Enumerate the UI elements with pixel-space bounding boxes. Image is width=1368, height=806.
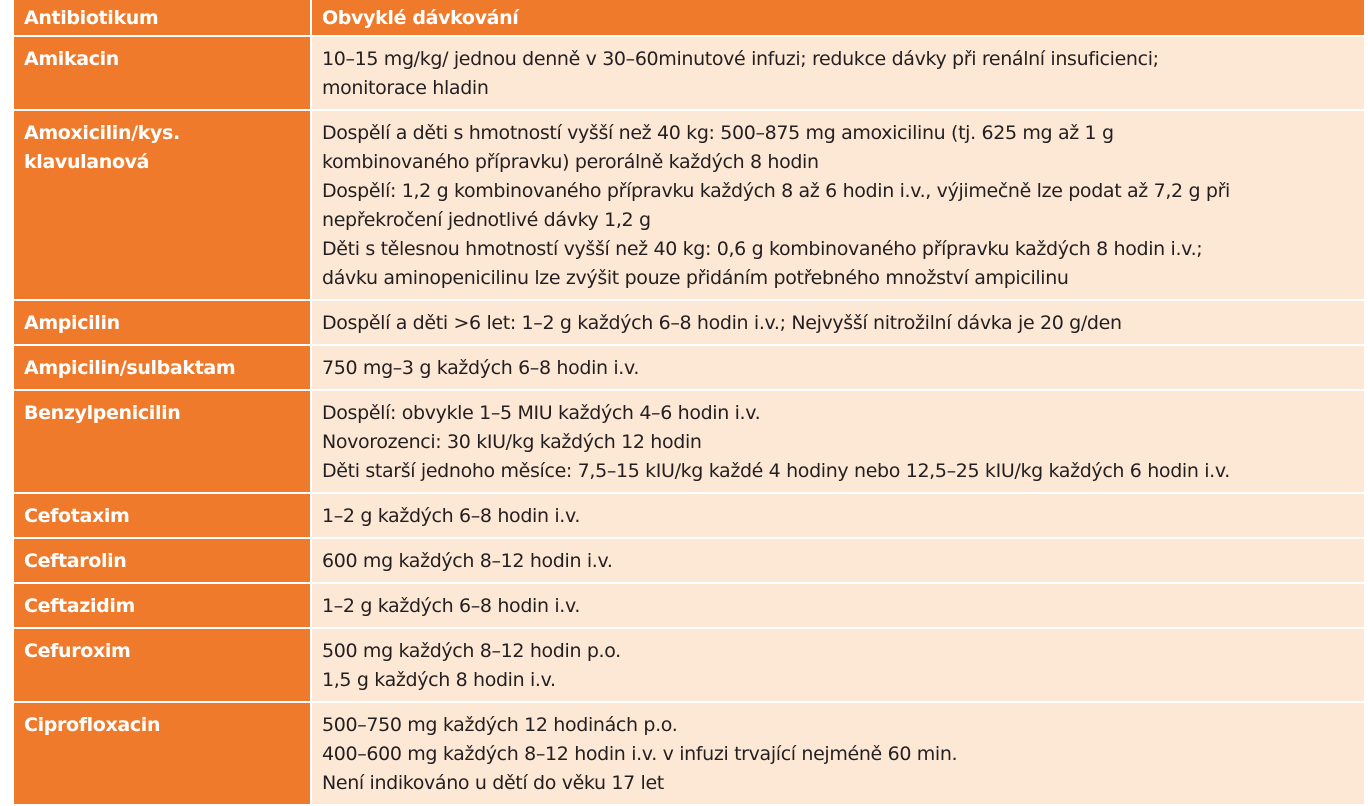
antibiotic-dosing-table	[14, 0, 1364, 806]
dosing-line: 1–2 g každých 6–8 hodin i.v.	[322, 505, 581, 527]
table-row	[14, 110, 1364, 300]
table-row	[14, 628, 1364, 702]
dosing-line: Dospělí: obvykle 1–5 MIU každých 4–6 hodin i.v.	[322, 402, 761, 424]
dosing-line: Dospělí a děti >6 let: 1–2 g každých 6–8 hodin i.v.; Nejvyšší nitrožilní dávka je 20 g/den	[322, 312, 1122, 334]
table-header	[14, 0, 1364, 36]
header-antibiotic: Antibiotikum	[14, 0, 311, 36]
table-body	[14, 36, 1364, 805]
table-row	[14, 583, 1364, 628]
dosing-line: nepřekročení jednotlivé dávky 1,2 g	[322, 209, 651, 231]
antibiotic-name: Benzylpenicilin	[14, 390, 311, 493]
dosing-line: Dospělí a děti s hmotností vyšší než 40 kg: 500–875 mg amoxicilinu (tj. 625 mg až 1 g	[322, 122, 1114, 144]
antibiotic-name: Ampicilin/sulbaktam	[14, 345, 311, 390]
dosing-line: Dospělí: 1,2 g kombinovaného přípravku každých 8 až 6 hodin i.v., výjimečně lze podat až 7,2 g při	[322, 180, 1230, 202]
antibiotic-name: Amikacin	[14, 36, 311, 110]
dosing-line: 750 mg–3 g každých 6–8 hodin i.v.	[322, 357, 640, 379]
antibiotic-name: Ampicilin	[14, 300, 311, 345]
dosing-line: Děti s tělesnou hmotností vyšší než 40 kg: 0,6 g kombinovaného přípravku každých 8 hodin i.v.;	[322, 238, 1203, 260]
dosing-line: Děti starší jednoho měsíce: 7,5–15 kIU/kg každé 4 hodiny nebo 12,5–25 kIU/kg každých 6 hodin i.v.	[322, 460, 1230, 482]
dosing-cell	[311, 583, 1364, 628]
dosing-line: 600 mg každých 8–12 hodin i.v.	[322, 550, 613, 572]
table-row	[14, 702, 1364, 805]
dosing-cell	[311, 36, 1364, 110]
dosing-cell	[311, 345, 1364, 390]
table-row	[14, 493, 1364, 538]
table-row	[14, 390, 1364, 493]
dosing-cell	[311, 702, 1364, 805]
dosing-line: Novorozenci: 30 kIU/kg každých 12 hodin	[322, 431, 702, 453]
table-row	[14, 345, 1364, 390]
dosing-cell	[311, 493, 1364, 538]
header-dosing: Obvyklé dávkování	[311, 0, 1364, 36]
dosing-line: 500–750 mg každých 12 hodinách p.o.	[322, 714, 678, 736]
dosing-cell	[311, 390, 1364, 493]
dosing-cell	[311, 110, 1364, 300]
table-row	[14, 36, 1364, 110]
dosing-cell	[311, 538, 1364, 583]
antibiotic-name: Ceftarolin	[14, 538, 311, 583]
dosing-line: 500 mg každých 8–12 hodin p.o.	[322, 640, 621, 662]
antibiotic-name: Cefotaxim	[14, 493, 311, 538]
dosing-line: kombinovaného přípravku) perorálně každých 8 hodin	[322, 151, 819, 173]
antibiotic-name: Ceftazidim	[14, 583, 311, 628]
antibiotic-name: Amoxicilin/kys. klavulanová	[14, 110, 311, 300]
dosing-line: 1–2 g každých 6–8 hodin i.v.	[322, 595, 581, 617]
dosing-line: dávku aminopenicilinu lze zvýšit pouze přidáním potřebného množství ampicilinu	[322, 267, 1069, 289]
dosing-cell	[311, 628, 1364, 702]
dosing-line: 400–600 mg každých 8–12 hodin i.v. v infuzi trvající nejméně 60 min.	[322, 743, 958, 765]
dosing-cell	[311, 300, 1364, 345]
table-row	[14, 300, 1364, 345]
antibiotic-name: Cefuroxim	[14, 628, 311, 702]
dosing-line: 10–15 mg/kg/ jednou denně v 30–60minutové infuzi; redukce dávky při renální insuficienci;	[322, 48, 1159, 70]
dosing-line: 1,5 g každých 8 hodin i.v.	[322, 669, 556, 691]
dosing-line: monitorace hladin	[322, 77, 489, 99]
header-row	[14, 0, 1364, 36]
table-row	[14, 538, 1364, 583]
antibiotic-name: Ciprofloxacin	[14, 702, 311, 805]
dosing-line: Není indikováno u dětí do věku 17 let	[322, 772, 664, 794]
